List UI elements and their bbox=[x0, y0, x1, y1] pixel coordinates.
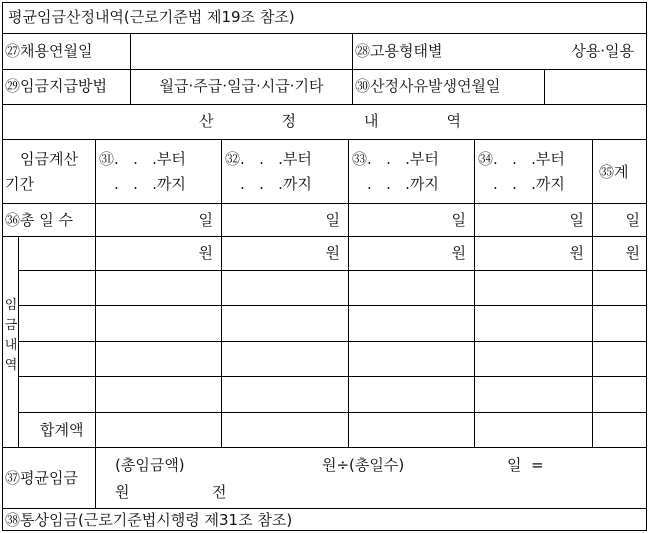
col-divider bbox=[592, 139, 593, 447]
wage-unit: 원 bbox=[325, 244, 340, 262]
row-divider bbox=[2, 508, 646, 509]
days-unit: 일 bbox=[569, 211, 584, 229]
average-wage-label: ㊲평균임금 bbox=[5, 469, 78, 487]
section-char: 정 bbox=[281, 112, 296, 130]
row-divider bbox=[18, 341, 646, 342]
calc-reason-label: ㉚산정사유발생연월일 bbox=[355, 77, 501, 95]
col-divider bbox=[544, 69, 545, 104]
row-divider bbox=[2, 447, 646, 448]
row-divider bbox=[18, 412, 646, 413]
section-char: 내 bbox=[364, 112, 379, 130]
col-divider bbox=[95, 139, 96, 236]
vertical-char: 내 bbox=[4, 338, 18, 353]
total-wage-text: (총임금액) bbox=[115, 456, 185, 474]
row-divider bbox=[18, 376, 646, 377]
row-divider bbox=[2, 203, 646, 204]
col-divider bbox=[348, 139, 349, 447]
col-divider bbox=[95, 447, 96, 508]
wage-payment-value[interactable]: 월급·주급·일급·시급·기타 bbox=[159, 77, 324, 95]
calc-reason-field[interactable] bbox=[546, 71, 642, 102]
row-divider bbox=[18, 270, 646, 271]
wage-unit: 원 bbox=[198, 244, 213, 262]
row-divider bbox=[2, 69, 646, 70]
row-divider bbox=[2, 236, 646, 237]
vertical-char: 역 bbox=[4, 358, 18, 373]
ordinary-wage-label: ㊳통상임금(근로기준법시행령 제31조 참조) bbox=[5, 511, 293, 529]
form-title: 평균임금산정내역(근로기준법 제19조 참조) bbox=[8, 8, 295, 26]
employment-type-value[interactable]: 상용·일용 bbox=[571, 42, 634, 60]
wage-payment-label: ㉙임금지급방법 bbox=[5, 77, 107, 95]
section-heading bbox=[199, 111, 461, 131]
wage-unit: 원 bbox=[625, 244, 640, 262]
period-to-1[interactable]: . . .까지 bbox=[114, 175, 186, 193]
period-from-3[interactable]: ㉝. . .부터 bbox=[352, 150, 439, 168]
period-total-label: ㉟계 bbox=[599, 163, 629, 181]
col-divider bbox=[95, 236, 96, 447]
hire-date-field[interactable] bbox=[132, 35, 350, 67]
days-equals-text: 일 = bbox=[507, 456, 544, 474]
period-from-1[interactable]: ㉛. . .부터 bbox=[99, 150, 186, 168]
vertical-char: 임 bbox=[4, 298, 18, 313]
col-divider bbox=[221, 139, 222, 447]
wage-unit: 원 bbox=[569, 244, 584, 262]
row-divider bbox=[2, 139, 646, 140]
period-from-2[interactable]: ㉜. . .부터 bbox=[225, 150, 312, 168]
section-char: 산 bbox=[199, 112, 214, 130]
row-divider bbox=[18, 305, 646, 306]
period-label: 임금계산 bbox=[20, 150, 78, 168]
section-char: 역 bbox=[446, 112, 461, 130]
divide-text: 원÷(총일수) bbox=[322, 456, 405, 474]
days-unit: 일 bbox=[451, 211, 466, 229]
days-unit: 일 bbox=[325, 211, 340, 229]
days-unit: 일 bbox=[198, 211, 213, 229]
won-text: 원 bbox=[115, 483, 130, 501]
col-divider bbox=[352, 33, 353, 104]
wage-detail-vertical-label bbox=[3, 296, 19, 376]
wage-unit: 원 bbox=[451, 244, 466, 262]
row-divider bbox=[2, 33, 646, 34]
col-divider bbox=[474, 139, 475, 447]
period-to-3[interactable]: . . .까지 bbox=[367, 175, 439, 193]
period-label-2: 기간 bbox=[5, 175, 34, 193]
period-to-4[interactable]: . . .까지 bbox=[493, 175, 565, 193]
days-unit: 일 bbox=[625, 211, 640, 229]
total-amount-label: 합계액 bbox=[40, 421, 84, 439]
jeon-text: 전 bbox=[212, 483, 227, 501]
employment-type-label: ㉘고용형태별 bbox=[355, 42, 443, 60]
total-days-label: ㊱총 일 수 bbox=[5, 211, 74, 229]
row-divider bbox=[2, 104, 646, 105]
vertical-char: 금 bbox=[4, 318, 18, 333]
period-from-4[interactable]: ㉞. . .부터 bbox=[478, 150, 565, 168]
col-divider bbox=[130, 33, 131, 69]
period-to-2[interactable]: . . .까지 bbox=[240, 175, 312, 193]
hire-date-label: ㉗채용연월일 bbox=[5, 42, 93, 60]
